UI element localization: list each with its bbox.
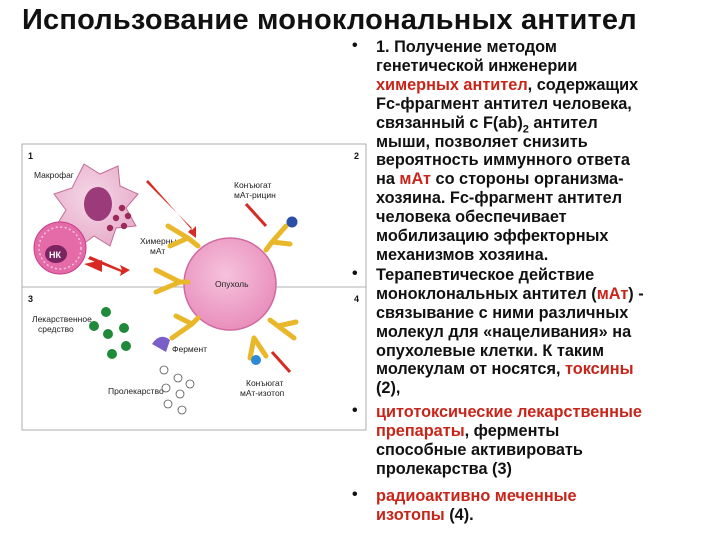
slide-title: Использование моноклональных антител	[22, 4, 637, 36]
macrophage-label: Макрофаг	[34, 170, 74, 180]
drug-label-line2: средство	[38, 324, 74, 334]
prodrug-molecules	[160, 366, 194, 414]
panel-number-3: 3	[28, 294, 34, 304]
nk-label: НК	[49, 250, 61, 260]
bullet-dot: •	[352, 37, 358, 54]
ricin-arrow	[246, 204, 266, 226]
bullet-chimeric: • 1. Получение методом генетической инженерии химерных антител, содержащих Fc-фрагмент антител человека, связанный с $F(ab)_2$ антител мыши, позволяет снизить вероятность иммунного ответа на мАт со стороны организма- хозяина. Fc-фрагмент антител человека обеспечивает мобилизацию эффекторных механизмов хозяина.	[352, 37, 639, 264]
enzyme-label: Фермент	[172, 344, 208, 354]
enzyme-molecule	[152, 337, 170, 352]
bullet-therapeutic: • Терапевтическое действие моноклональных антител (мАт) - связывание с ними различных молекул для «нацеливания» на опухолевые клетки. К таким молекулам от носятся, токсины (2),	[352, 264, 644, 398]
panel-number-4: 4	[354, 294, 360, 304]
isotope-conjugate-label-line2: мАт-изотоп	[240, 388, 285, 398]
nk-cell	[34, 222, 86, 274]
chimeric-antibody-label-line2: мАт	[150, 246, 166, 256]
chimeric-antibody-label-line1: Химерные	[140, 236, 182, 246]
bullet-isotopes: • радиоактивно меченные изотопы (4).	[352, 485, 577, 524]
ricin-conjugate-label-line2: мАт-рицин	[234, 190, 276, 200]
bullet-cytotoxic: • цитотоксические лекарственные препараты, ферменты способные активировать пролекарства (3)	[352, 402, 642, 478]
isotope-arrow	[272, 352, 290, 372]
bullet-list	[350, 38, 718, 525]
panel-number-2: 2	[354, 151, 360, 161]
tumor-label: Опухоль	[215, 279, 249, 289]
ricin-molecule	[287, 217, 298, 228]
prodrug-label: Пролекарство	[108, 386, 164, 396]
ricin-conjugate-label-line1: Конъюгат	[234, 180, 272, 190]
antibody-diagram	[20, 142, 368, 432]
isotope-molecule	[251, 355, 261, 365]
drug-label-line1: Лекарственное	[32, 314, 92, 324]
isotope-conjugate-label-line1: Конъюгат	[246, 378, 284, 388]
drug-molecules	[89, 307, 131, 359]
panel-number-1: 1	[28, 151, 34, 161]
